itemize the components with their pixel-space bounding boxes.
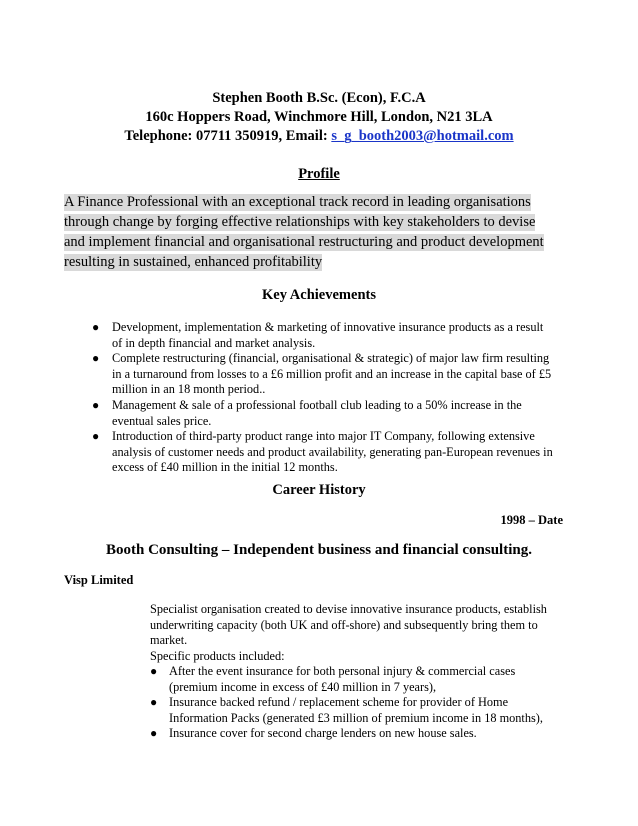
bullet-icon: ● (92, 397, 100, 412)
contact-line (0, 128, 638, 145)
profile-heading: Profile (298, 166, 340, 182)
profile-line-1: A Finance Professional with an exceptional track record in leading organisations (64, 194, 531, 210)
employer-description: Specialist organisation created to devise innovative insurance products, establish underwriting capacity (both UK and off-shore) and subsequently bring them to market. Specific products included: (150, 602, 570, 664)
contact-prefix: Telephone: 07711 350919, Email: (124, 128, 332, 144)
bullet-icon: ● (150, 664, 158, 678)
bullet-icon: ● (92, 429, 100, 444)
product-item: ● Insurance backed refund / replacement scheme for provider of Home Information Packs (generated £3 million of premium income in 18 months), (150, 695, 543, 725)
achievement-item: ● Management & sale of a professional football club leading to a 50% increase in the eventual sales price. (92, 397, 522, 428)
achievements-list (92, 320, 572, 476)
achievement-item: ● Introduction of third-party product range into major IT Company, following extensive analysis of customer needs and product availability, generating pan-European revenues in excess of £40 million in the initial 12 months. (92, 429, 553, 475)
bullet-icon: ● (92, 351, 100, 366)
date-range: 1998 – Date (500, 513, 563, 527)
achievement-item: ● Development, implementation & marketing of innovative insurance products as a result of in depth financial and market analysis. (92, 320, 544, 350)
company-heading: Booth Consulting – Independent business and financial consulting. (106, 542, 532, 558)
products-intro: Specific products included: (150, 648, 285, 663)
career-heading: Career History (272, 482, 366, 498)
candidate-name-line: Stephen Booth B.Sc. (Econ), F.C.A (212, 90, 426, 106)
bullet-icon: ● (150, 695, 158, 710)
profile-line-3: and implement financial and organisational restructuring and product development (64, 234, 544, 250)
bullet-icon: ● (92, 320, 100, 334)
products-list (150, 664, 579, 742)
bullet-icon: ● (150, 726, 158, 741)
email-link[interactable]: s_g_booth2003@hotmail.com (331, 128, 514, 144)
profile-line-4: resulting in sustained, enhanced profitability (64, 254, 323, 270)
achievements-heading: Key Achievements (262, 287, 376, 303)
employer-name: Visp Limited (64, 573, 134, 587)
achievement-item: ● Complete restructuring (financial, organisational & strategic) of major law firm resulting in a turnaround from losses to a £6 million profit and an increase in the capital base of £5 million in an 18 month period.. (92, 351, 552, 397)
product-item: ● Insurance cover for second charge lenders on new house sales. (150, 726, 477, 741)
address-line: 160c Hoppers Road, Winchmore Hill, London, N21 3LA (145, 109, 493, 125)
profile-line-2: through change by forging effective relationships with key stakeholders to devise (64, 214, 536, 230)
product-item: ● After the event insurance for both personal injury & commercial cases (premium income in excess of £40 million in 7 years), (150, 664, 516, 694)
